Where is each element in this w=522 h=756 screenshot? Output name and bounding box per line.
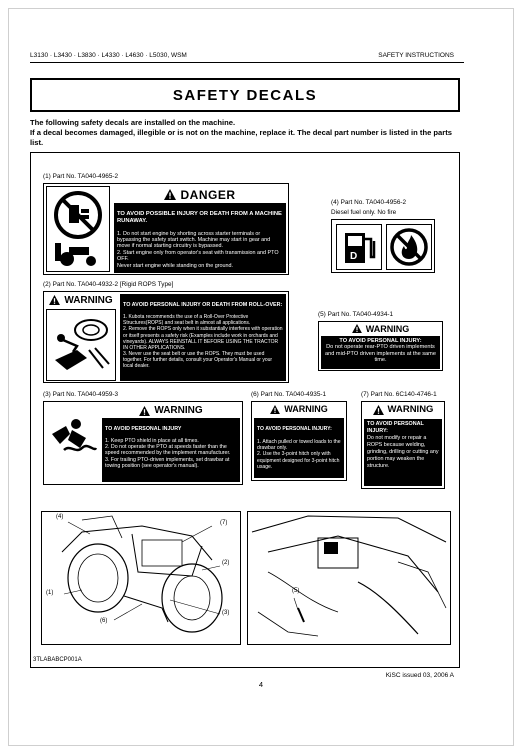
callout-1: (1) bbox=[46, 590, 54, 596]
header-rule bbox=[30, 62, 464, 63]
decal-3-heading: TO AVOID PERSONAL INJURY bbox=[105, 426, 182, 433]
callout-5: (5) bbox=[292, 588, 300, 594]
pto-entanglement-icon bbox=[46, 404, 98, 464]
decal-4-caption: (4) Part No. TA040-4956-2 bbox=[331, 199, 407, 206]
header-section: SAFETY INSTRUCTIONS bbox=[378, 52, 454, 59]
decal-3-signal-word: WARNING bbox=[154, 405, 203, 416]
decal-2-heading: TO AVOID PERSONAL INJURY OR DEATH FROM ROLL-OVER: bbox=[123, 302, 283, 309]
intro-line-2: If a decal becomes damaged, illegible or is not on the machine, replace it. The decal part number is listed in the parts list. bbox=[30, 128, 452, 147]
decal-2-text bbox=[120, 294, 286, 381]
alert-triangle-icon bbox=[49, 295, 60, 305]
diesel-pump-icon bbox=[337, 225, 381, 269]
rollover-icon bbox=[47, 310, 115, 380]
decal-1-heading: TO AVOID POSSIBLE INJURY OR DEATH FROM A MACHINE RUNAWAY. bbox=[117, 211, 282, 224]
header-models: L3130 · L3430 · L3830 · L4330 · L4630 · L5030, WSM bbox=[30, 52, 187, 59]
decal-7-heading: TO AVOID PERSONAL INJURY: bbox=[367, 421, 424, 434]
decal-7 bbox=[361, 401, 445, 489]
no-start-icon bbox=[47, 187, 109, 271]
tractor-location-drawing-right bbox=[247, 511, 451, 645]
page-number: 4 bbox=[258, 680, 264, 689]
decal-7-signal-word: WARNING bbox=[387, 404, 434, 415]
decal-1-body: 1. Do not start engine by shorting across starter terminals or bypassing the safety start switch. Machine may start in gear and move if normal starting circuitry is bypassed. 2. Start engine only from operator's seat with transmission and PTO OFF. Never start engine while standing on the ground. bbox=[117, 230, 279, 269]
decal-1-text bbox=[114, 203, 286, 273]
callout-6: (6) bbox=[100, 618, 108, 624]
decal-5-text bbox=[321, 336, 440, 369]
decal-3-signal bbox=[102, 404, 240, 417]
decal-2-signal-word: WARNING bbox=[64, 294, 113, 306]
decal-4 bbox=[331, 219, 435, 273]
alert-triangle-icon bbox=[352, 324, 362, 333]
alert-triangle-icon bbox=[373, 405, 384, 415]
callout-7: (7) bbox=[220, 520, 228, 526]
tractor-rear-view-illustration bbox=[42, 512, 240, 644]
callout-2: (2) bbox=[222, 560, 230, 566]
decal-4-subcaption: Diesel fuel only. No fire bbox=[331, 209, 397, 216]
decal-1-pictogram bbox=[46, 186, 110, 272]
svg-text:D: D bbox=[350, 251, 358, 262]
decal-6-text bbox=[254, 418, 344, 478]
decal-6-body: 1. Attach pulled or towed loads to the drawbar only. 2. Use the 3-point hitch only with equipment designed for 3-point hitch usage. bbox=[257, 438, 341, 471]
operator-station-illustration bbox=[248, 512, 450, 644]
decal-1 bbox=[43, 183, 289, 275]
decal-3 bbox=[43, 401, 243, 485]
decal-7-body: Do not modify or repair a ROPS because welding, grinding, drilling or cutting any portion may weaken the structure. bbox=[367, 435, 439, 469]
callout-4: (4) bbox=[56, 514, 64, 520]
decal-6-caption: (6) Part No. TA040-4935-1 bbox=[251, 391, 327, 398]
decal-3-pictogram bbox=[46, 404, 98, 482]
decal-2-pictogram bbox=[46, 309, 116, 381]
page-title: SAFETY DECALS bbox=[172, 86, 318, 104]
decal-2 bbox=[43, 291, 289, 383]
intro-text bbox=[30, 118, 466, 148]
decal-2-signal bbox=[44, 292, 118, 308]
alert-triangle-icon bbox=[270, 405, 280, 414]
decal-1-signal bbox=[114, 188, 286, 201]
alert-triangle-icon bbox=[164, 189, 176, 200]
decal-5 bbox=[318, 321, 443, 371]
decal-5-signal bbox=[319, 322, 442, 335]
decal-6 bbox=[251, 401, 347, 481]
decal-3-body: 1. Keep PTO shield in place at all times. 2. Do not operate the PTO at speeds faster than the speed recommended by the implement manufacturer. 3. For trailing PTO-driven implements, set drawbar at towing position (see operator's manual). bbox=[105, 438, 231, 469]
decal-6-signal bbox=[252, 402, 346, 416]
callout-3: (3) bbox=[222, 610, 230, 616]
page-title-box bbox=[30, 78, 460, 112]
decal-4-fire-box bbox=[386, 224, 432, 270]
decal-7-text bbox=[364, 419, 442, 486]
decal-5-caption: (5) Part No. TA040-4934-1 bbox=[318, 311, 394, 318]
decal-6-signal-word: WARNING bbox=[284, 404, 328, 414]
intro-line-1: The following safety decals are installed on the machine. bbox=[30, 118, 236, 127]
figure-code: 3TLABABCP001A bbox=[33, 657, 82, 663]
decal-1-signal-word: DANGER bbox=[180, 187, 236, 202]
decal-1-caption: (1) Part No. TA040-4965-2 bbox=[43, 173, 119, 180]
issued-note: KiSC issued 03, 2006 A bbox=[385, 672, 454, 679]
decal-4-fuel-box bbox=[336, 224, 382, 270]
no-fire-icon bbox=[387, 225, 431, 269]
decal-5-body: Do not operate rear-PTO driven implements and mid-PTO driven implements at the same time. bbox=[325, 344, 436, 364]
alert-triangle-icon bbox=[139, 406, 150, 416]
decal-7-caption: (7) Part No. 6C140-4746-1 bbox=[361, 391, 437, 398]
decal-5-heading: TO AVOID PERSONAL INJURY: bbox=[339, 338, 422, 344]
decals-frame bbox=[30, 152, 460, 668]
decal-3-text bbox=[102, 418, 240, 482]
decal-2-body: 1. Kubota recommends the use of a Roll-Over Protective Structures(ROPS) and seat belt in almost all applications. 2. Remove the ROPS only when it substantially interferes with operation or itself presents a safety risk (Examples include work in orchards and vineyards). ALWAYS REINSTALL IT BEFORE USING THE TRACTOR IN OTHER APPLICATIONS. 3. Never use the seat belt or use the ROPS. They must be used together. For further details, consult your Operator's Manual or your local dealer. bbox=[123, 314, 283, 370]
decal-7-signal bbox=[362, 402, 444, 417]
decal-2-caption: (2) Part No. TA040-4932-2 [Rigid ROPS Type] bbox=[43, 281, 174, 288]
decal-5-signal-word: WARNING bbox=[365, 323, 410, 334]
decal-6-heading: TO AVOID PERSONAL INJURY: bbox=[257, 426, 332, 433]
tractor-location-drawing-left bbox=[41, 511, 241, 645]
decal-3-caption: (3) Part No. TA040-4959-3 bbox=[43, 391, 119, 398]
